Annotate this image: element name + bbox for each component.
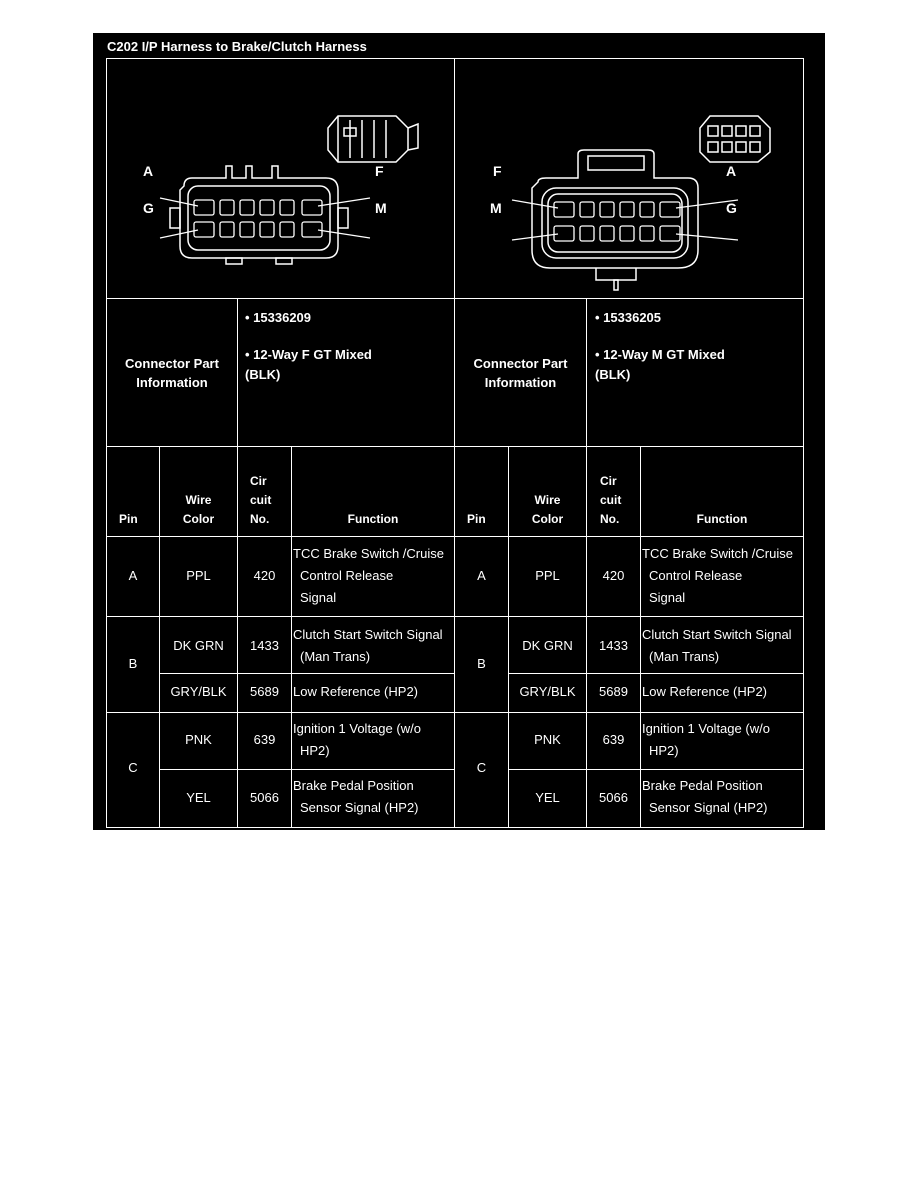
- right-info-label-line1: Connector Part: [473, 356, 568, 371]
- connector-sheet: [93, 33, 825, 830]
- right-row-c-pin: C: [476, 760, 487, 775]
- left-row-a-pin: A: [128, 568, 138, 583]
- right-row-b1-function-l1: Clutch Start Switch Signal: [642, 627, 792, 642]
- left-description-line1: • 12-Way F GT Mixed: [245, 347, 372, 362]
- pin-label-g: G: [143, 200, 154, 216]
- left-row-c2-function-l1: Brake Pedal Position: [293, 778, 414, 793]
- left-row-a-circuit: 420: [253, 568, 276, 583]
- right-row-a-pin: A: [477, 568, 486, 583]
- right-row-b2-function-l1: Low Reference (HP2): [642, 684, 767, 699]
- left-row-b2-color: GRY/BLK: [170, 684, 227, 699]
- right-row-c2-color: YEL: [535, 790, 560, 805]
- left-row-a-color: PPL: [186, 568, 211, 583]
- col-wire-header-line1-right: Wire: [534, 493, 561, 507]
- left-row-b2-circuit: 5689: [250, 684, 279, 699]
- left-row-c1-function-l2: HP2): [300, 743, 330, 758]
- left-row-c2-function-l2: Sensor Signal (HP2): [300, 800, 419, 815]
- left-row-c2-color: YEL: [186, 790, 211, 805]
- col-circuit-header-line2-right: cuit: [600, 493, 622, 507]
- right-row-a-function-l2: Control Release: [649, 568, 743, 583]
- pin-cavities: [554, 202, 680, 241]
- left-row-b2-function-l1: Low Reference (HP2): [293, 684, 418, 699]
- left-row-b1-color: DK GRN: [173, 638, 224, 653]
- left-row-a-function-l1: TCC Brake Switch /Cruise: [293, 546, 444, 561]
- col-wire-header-line1: Wire: [185, 493, 212, 507]
- pin-label-f: F: [375, 163, 384, 179]
- page-title: C202 I/P Harness to Brake/Clutch Harness: [107, 39, 367, 54]
- female-connector-diagram: [106, 58, 455, 299]
- right-row-c2-function-l1: Brake Pedal Position: [642, 778, 763, 793]
- left-row-c2-circuit: 5066: [250, 790, 279, 805]
- pin-label-m-right: M: [490, 200, 502, 216]
- right-description-line2: (BLK): [595, 367, 631, 382]
- left-row-b1-function-l2: (Man Trans): [300, 649, 371, 664]
- right-info-label-line2: Information: [484, 375, 557, 390]
- right-row-b1-color: DK GRN: [522, 638, 573, 653]
- col-circuit-header-line1: Cir: [250, 474, 267, 488]
- right-row-c2-circuit: 5066: [599, 790, 628, 805]
- col-circuit-header-line3: No.: [250, 512, 270, 526]
- pin-label-a-right: A: [726, 163, 737, 179]
- right-row-c1-color: PNK: [534, 732, 561, 747]
- col-function-header: Function: [347, 512, 399, 526]
- col-circuit-header-line3-right: No.: [600, 512, 620, 526]
- right-row-b-pin: B: [477, 656, 486, 671]
- col-pin-header-right: Pin: [467, 512, 486, 526]
- right-row-b1-circuit: 1433: [599, 638, 628, 653]
- pin-label-g-right: G: [726, 200, 737, 216]
- right-info-label-cell: [454, 298, 587, 447]
- right-row-b2-circuit: 5689: [599, 684, 628, 699]
- left-part-number: • 15336209: [245, 310, 312, 325]
- col-circuit-header-line1-right: Cir: [600, 474, 617, 488]
- right-row-a-circuit: 420: [602, 568, 625, 583]
- col-pin-header: Pin: [119, 512, 138, 526]
- right-row-c1-circuit: 639: [602, 732, 625, 747]
- left-row-a-function-l2: Control Release: [300, 568, 394, 583]
- connector-thumbnail-icon: [328, 116, 418, 162]
- connector-outline: [180, 166, 338, 258]
- left-info-label-line1: Connector Part: [125, 356, 219, 371]
- pin-label-f-right: F: [493, 163, 502, 179]
- left-description-line2: (BLK): [245, 367, 281, 382]
- left-row-c1-circuit: 639: [253, 732, 276, 747]
- right-description-line1: • 12-Way M GT Mixed: [595, 347, 725, 362]
- left-row-b-pin: B: [128, 656, 138, 671]
- col-wire-header-line2: Color: [182, 512, 215, 526]
- connector-thumbnail-icon: [700, 116, 770, 162]
- left-row-b1-function-l1: Clutch Start Switch Signal: [293, 627, 443, 642]
- right-row-a-function-l3: Signal: [649, 590, 686, 605]
- right-row-c1-function-l2: HP2): [649, 743, 679, 758]
- right-part-number: • 15336205: [595, 310, 662, 325]
- right-row-c1-function-l1: Ignition 1 Voltage (w/o: [642, 721, 770, 736]
- connector-outline: [532, 150, 698, 268]
- left-info-label-cell: [106, 298, 238, 447]
- pin-label-a: A: [143, 163, 154, 179]
- pin-label-m: M: [375, 200, 387, 216]
- right-row-a-color: PPL: [535, 568, 560, 583]
- pin-cavities: [194, 200, 322, 237]
- right-row-c2-function-l2: Sensor Signal (HP2): [649, 800, 768, 815]
- left-row-b1-circuit: 1433: [250, 638, 279, 653]
- right-row-b2-color: GRY/BLK: [519, 684, 576, 699]
- col-wire-header-line2-right: Color: [531, 512, 564, 526]
- left-info-label-line2: Information: [136, 375, 208, 390]
- left-row-a-function-l3: Signal: [300, 590, 337, 605]
- left-row-c1-color: PNK: [185, 732, 212, 747]
- col-circuit-header-line2: cuit: [250, 493, 272, 507]
- right-row-a-function-l1: TCC Brake Switch /Cruise: [642, 546, 793, 561]
- left-row-c-pin: C: [128, 760, 138, 775]
- right-row-b1-function-l2: (Man Trans): [649, 649, 720, 664]
- left-row-c1-function-l1: Ignition 1 Voltage (w/o: [293, 721, 421, 736]
- col-function-header-right: Function: [696, 512, 748, 526]
- male-connector-diagram: [454, 58, 804, 299]
